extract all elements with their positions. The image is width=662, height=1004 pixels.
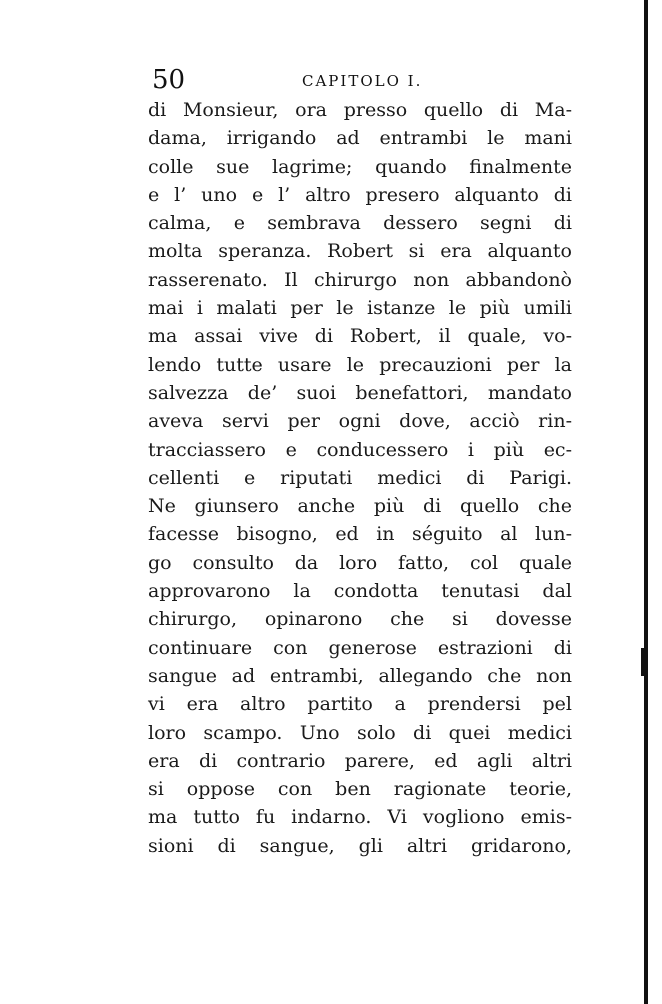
page-edge-line [644, 0, 648, 1004]
text-line: go consulto da loro fatto, col quale [148, 551, 572, 574]
text-line: calma, e sembrava dessero segni di [148, 212, 572, 235]
text-line: rasserenato. Il chirurgo non abbandonò [148, 268, 572, 291]
text-line: colle sue lagrime; quando finalmente [148, 155, 572, 178]
text-line: tracciassero e conducessero i più ec- [148, 438, 572, 461]
page-header [152, 64, 572, 96]
text-line: vi era altro partito a prendersi pel [148, 693, 572, 716]
text-line: Ne giunsero anche più di quello che [148, 495, 572, 518]
text-line: cellenti e riputati medici di Parigi. [148, 466, 572, 489]
text-line: mai i malati per le istanze le più umili [148, 297, 572, 320]
page-number: 50 [152, 65, 186, 95]
text-line: ma assai vive di Robert, il quale, vo- [148, 325, 572, 348]
text-line: e l’ uno e l’ altro presero alquanto di [148, 183, 572, 206]
text-line: sangue ad entrambi, allegando che non [148, 664, 572, 687]
page-edge-notch [641, 648, 646, 676]
text-line: molta speranza. Robert si era alquanto [148, 240, 572, 263]
text-line: approvarono la condotta tenutasi dal [148, 580, 572, 603]
text-line: dama, irrigando ad entrambi le mani [148, 127, 572, 150]
text-line: aveva servi per ogni dove, acciò rin- [148, 410, 572, 433]
text-line: chirurgo, opinarono che si dovesse [148, 608, 572, 631]
running-head: CAPITOLO I. [302, 72, 423, 90]
text-line: di Monsieur, ora presso quello di Ma- [148, 99, 572, 121]
text-line: sioni di sangue, gli altri gridarono, [148, 834, 572, 857]
body-text [148, 96, 572, 860]
text-line: lendo tutte usare le precauzioni per la [148, 353, 572, 376]
text-line: facesse bisogno, ed in séguito al lun- [148, 523, 572, 546]
text-line: era di contrario parere, ed agli altri [148, 749, 572, 772]
text-line: loro scampo. Uno solo di quei medici [148, 721, 572, 744]
text-line: salvezza de’ suoi benefattori, mandato [148, 381, 572, 404]
text-line: si oppose con ben ragionate teorie, [148, 778, 572, 801]
text-line: ma tutto fu indarno. Vi vogliono emis- [148, 806, 572, 829]
text-line: continuare con generose estrazioni di [148, 636, 572, 659]
